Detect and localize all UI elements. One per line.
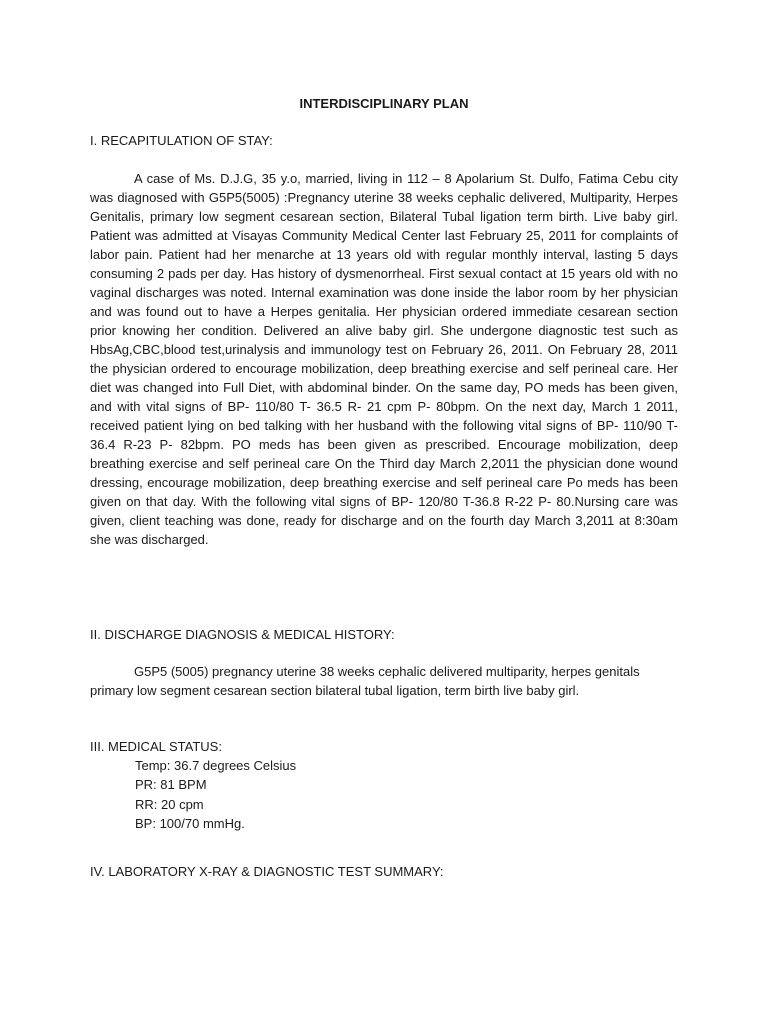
vital-rr: RR: 20 cpm xyxy=(135,796,204,812)
vital-temp: Temp: 36.7 degrees Celsius xyxy=(135,758,297,773)
document-title: INTERDISCIPLINARY PLAN xyxy=(299,96,469,111)
recapitulation-paragraph: A case of Ms. D.J.G, 35 y.o, married, living in 112 – 8 Apolarium St. Dulfo, Fatima Cebu city was diagnosed with G5P5(5005) :Pregnancy uterine 38 weeks cephalic delivered, Multiparity, Herpes Genitalis, primary low segment cesarean section, Bilateral Tubal ligation term birth. Live baby girl. Patient was admitted at Visayas Community Medical Center last February 25, 2011 for complaints of labor pain. Patient had her menarche at 13 years old with regular monthly interval, lasting 5 days consuming 2 pads per day. Has history of dysmenorrheal. First sexual contact at 15 years old with no vaginal discharges was noted. Internal examination was done inside the labor room by her physician and was found out to have a Herpes genitalia. Her physician ordered immediate cesarean section prior knowing her condition. Delivered an alive baby girl. She undergone diagnostic test such as HbsAg,CBC,blood test,urinalysis and immunology test on February 26, 2011. On February 28, 2011 the physician ordered to encourage mobilization, deep breathing exercise and self perineal care. Her diet was changed into Full Diet, with abdominal binder. On the same day, PO meds has been given, and with vital signs of BP- 110/80 T- 36.5 R- 21 cpm P- 80bpm. On the next day, March 1 2011, received patient lying on bed talking with her husband with the following vital signs of BP- 110/90 T-36.4 R-23 P- 82bpm. PO meds has been given as prescribed. Encourage mobilization, deep breathing exercise and self perineal care On the Third day March 2,2011 the physician done wound dressing, encourage mobilization, deep breathing exercise and self perineal care Po meds has been given on that day. With the following vital signs of BP- 120/80 T-36.8 R-22 P- 80.Nursing care was given, client teaching was done, ready for discharge and on the fourth day March 3,2011 at 8:30am she was discharged. xyxy=(90,171,678,547)
vital-bp: BP: 100/70 mmHg. xyxy=(135,815,245,831)
vital-pr: PR: 81 BPM xyxy=(135,777,207,793)
section-heading-laboratory-summary: IV. LABORATORY X-RAY & DIAGNOSTIC TEST SUMMARY: xyxy=(90,864,444,879)
vital-signs-list xyxy=(135,756,296,833)
section-heading-recapitulation: I. RECAPITULATION OF STAY: xyxy=(90,133,273,148)
discharge-diagnosis-paragraph: G5P5 (5005) pregnancy uterine 38 weeks cephalic delivered multiparity, herpes genitals primary low segment cesarean section bilateral tubal ligation, term birth live baby girl. xyxy=(90,664,640,698)
section-heading-discharge-diagnosis: II. DISCHARGE DIAGNOSIS & MEDICAL HISTORY: xyxy=(90,627,395,642)
section-heading-medical-status: III. MEDICAL STATUS: xyxy=(90,739,222,754)
